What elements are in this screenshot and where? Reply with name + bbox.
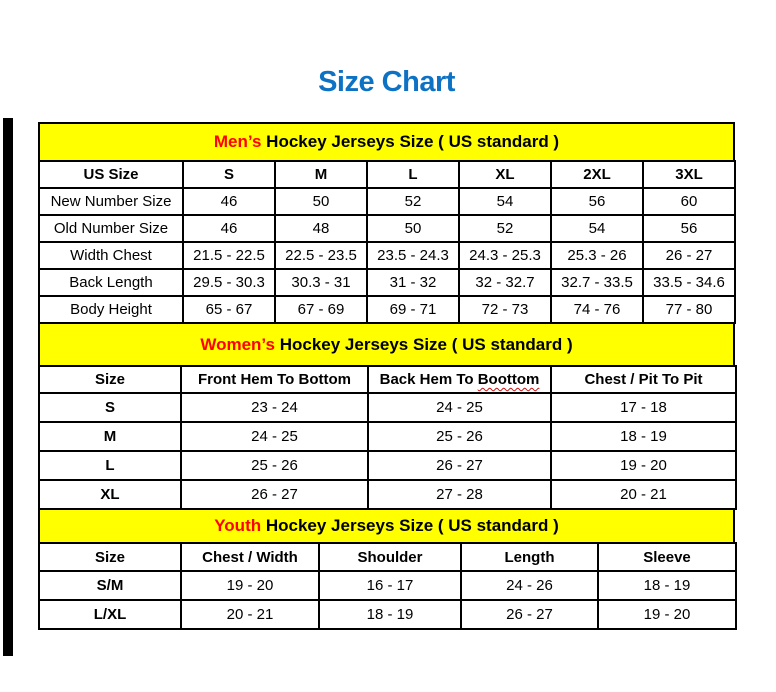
womens-header-cell: Chest / Pit To Pit bbox=[551, 366, 736, 393]
row-label: Width Chest bbox=[39, 242, 183, 269]
size-value-cell: 33.5 - 34.6 bbox=[643, 269, 735, 296]
mens-size-table bbox=[38, 160, 736, 324]
womens-section-band bbox=[38, 324, 735, 365]
size-value-cell: 54 bbox=[459, 188, 551, 215]
size-value-cell: 22.5 - 23.5 bbox=[275, 242, 367, 269]
youth-size-table bbox=[38, 542, 737, 630]
mens-band-text: Hockey Jerseys Size ( US standard ) bbox=[266, 132, 560, 151]
table-row bbox=[39, 571, 736, 600]
mens-header-row bbox=[39, 161, 735, 188]
mens-header-cell: S bbox=[183, 161, 275, 188]
size-value-cell: 67 - 69 bbox=[275, 296, 367, 323]
size-value-cell: 25 - 26 bbox=[181, 451, 368, 480]
mens-header-cell: L bbox=[367, 161, 459, 188]
size-value-cell: 65 - 67 bbox=[183, 296, 275, 323]
size-value-cell: 24.3 - 25.3 bbox=[459, 242, 551, 269]
mens-section-band bbox=[38, 122, 735, 160]
size-value-cell: 18 - 19 bbox=[598, 571, 736, 600]
mens-header-cell: 3XL bbox=[643, 161, 735, 188]
size-value-cell: 52 bbox=[367, 188, 459, 215]
size-value-cell: 30.3 - 31 bbox=[275, 269, 367, 296]
table-row bbox=[39, 242, 735, 269]
size-value-cell: 16 - 17 bbox=[319, 571, 461, 600]
size-value-cell: 20 - 21 bbox=[181, 600, 319, 629]
row-label: L bbox=[39, 451, 181, 480]
table-row bbox=[39, 269, 735, 296]
row-label: Back Length bbox=[39, 269, 183, 296]
size-value-cell: 60 bbox=[643, 188, 735, 215]
size-value-cell: 50 bbox=[367, 215, 459, 242]
mens-band-highlight: Men’s bbox=[213, 132, 262, 151]
youth-header-cell: Size bbox=[39, 543, 181, 571]
size-value-cell: 24 - 26 bbox=[461, 571, 598, 600]
youth-band-highlight: Youth bbox=[214, 516, 262, 535]
table-row bbox=[39, 451, 736, 480]
youth-section-band bbox=[38, 510, 735, 542]
size-value-cell: 17 - 18 bbox=[551, 393, 736, 422]
table-row bbox=[39, 188, 735, 215]
table-row bbox=[39, 296, 735, 323]
row-label: S bbox=[39, 393, 181, 422]
size-value-cell: 46 bbox=[183, 215, 275, 242]
misspelled-word: Boottom bbox=[477, 371, 540, 388]
youth-header-row bbox=[39, 543, 736, 571]
size-chart bbox=[38, 122, 735, 630]
mens-header-cell: 2XL bbox=[551, 161, 643, 188]
size-value-cell: 18 - 19 bbox=[319, 600, 461, 629]
youth-band-text: Hockey Jerseys Size ( US standard ) bbox=[265, 516, 559, 535]
size-value-cell: 48 bbox=[275, 215, 367, 242]
size-value-cell: 19 - 20 bbox=[598, 600, 736, 629]
size-value-cell: 26 - 27 bbox=[181, 480, 368, 509]
mens-header-cell: M bbox=[275, 161, 367, 188]
row-label: New Number Size bbox=[39, 188, 183, 215]
size-value-cell: 27 - 28 bbox=[368, 480, 551, 509]
size-value-cell: 32 - 32.7 bbox=[459, 269, 551, 296]
size-value-cell: 56 bbox=[551, 188, 643, 215]
womens-band-text: Hockey Jerseys Size ( US standard ) bbox=[279, 335, 573, 354]
row-label: L/XL bbox=[39, 600, 181, 629]
size-value-cell: 77 - 80 bbox=[643, 296, 735, 323]
womens-header-cell: Size bbox=[39, 366, 181, 393]
size-value-cell: 25 - 26 bbox=[368, 422, 551, 451]
womens-size-table bbox=[38, 365, 737, 510]
size-value-cell: 18 - 19 bbox=[551, 422, 736, 451]
table-row bbox=[39, 215, 735, 242]
table-row bbox=[39, 422, 736, 451]
size-value-cell: 21.5 - 22.5 bbox=[183, 242, 275, 269]
table-row bbox=[39, 480, 736, 509]
size-value-cell: 19 - 20 bbox=[551, 451, 736, 480]
size-value-cell: 19 - 20 bbox=[181, 571, 319, 600]
size-value-cell: 24 - 25 bbox=[181, 422, 368, 451]
page-title: Size Chart bbox=[318, 66, 455, 98]
mens-header-cell: US Size bbox=[39, 161, 183, 188]
womens-header-back-hem: Back Hem To bbox=[379, 371, 474, 388]
size-value-cell: 31 - 32 bbox=[367, 269, 459, 296]
youth-header-cell: Chest / Width bbox=[181, 543, 319, 571]
size-value-cell: 32.7 - 33.5 bbox=[551, 269, 643, 296]
size-value-cell: 74 - 76 bbox=[551, 296, 643, 323]
size-value-cell: 54 bbox=[551, 215, 643, 242]
size-value-cell: 69 - 71 bbox=[367, 296, 459, 323]
womens-header-cell: Front Hem To Bottom bbox=[181, 366, 368, 393]
size-value-cell: 29.5 - 30.3 bbox=[183, 269, 275, 296]
table-row bbox=[39, 600, 736, 629]
size-value-cell: 46 bbox=[183, 188, 275, 215]
youth-header-cell: Shoulder bbox=[319, 543, 461, 571]
size-value-cell: 23.5 - 24.3 bbox=[367, 242, 459, 269]
size-value-cell: 26 - 27 bbox=[461, 600, 598, 629]
youth-header-cell: Length bbox=[461, 543, 598, 571]
size-value-cell: 50 bbox=[275, 188, 367, 215]
size-value-cell: 24 - 25 bbox=[368, 393, 551, 422]
size-value-cell: 25.3 - 26 bbox=[551, 242, 643, 269]
size-value-cell: 23 - 24 bbox=[181, 393, 368, 422]
size-value-cell: 52 bbox=[459, 215, 551, 242]
womens-header-row bbox=[39, 366, 736, 393]
row-label: Old Number Size bbox=[39, 215, 183, 242]
size-value-cell: 20 - 21 bbox=[551, 480, 736, 509]
youth-header-cell: Sleeve bbox=[598, 543, 736, 571]
mens-header-cell: XL bbox=[459, 161, 551, 188]
size-value-cell: 72 - 73 bbox=[459, 296, 551, 323]
row-label: S/M bbox=[39, 571, 181, 600]
size-value-cell: 56 bbox=[643, 215, 735, 242]
table-row bbox=[39, 393, 736, 422]
size-value-cell: 26 - 27 bbox=[643, 242, 735, 269]
womens-band-highlight: Women’s bbox=[200, 335, 275, 354]
row-label: Body Height bbox=[39, 296, 183, 323]
size-value-cell: 26 - 27 bbox=[368, 451, 551, 480]
row-label: M bbox=[39, 422, 181, 451]
left-edge-bar bbox=[3, 118, 13, 656]
womens-header-cell bbox=[368, 366, 551, 393]
row-label: XL bbox=[39, 480, 181, 509]
